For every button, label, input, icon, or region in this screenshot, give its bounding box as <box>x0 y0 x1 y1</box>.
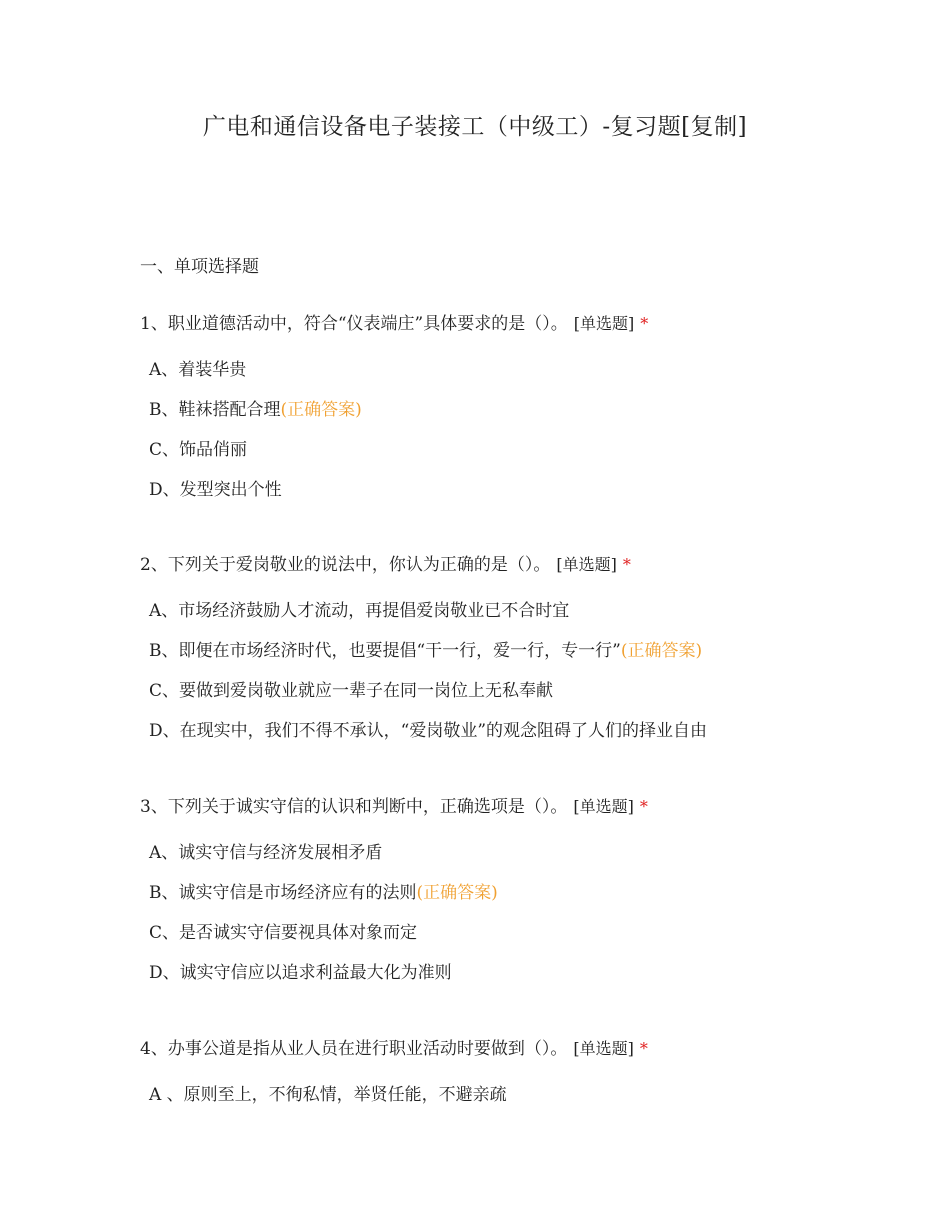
question-stem <box>140 1037 860 1061</box>
option-label: A、市场经济鼓励人才流动，再提倡爱岗敬业已不合时宜 <box>149 601 570 621</box>
option-item[interactable] <box>149 841 860 881</box>
required-marker: * <box>622 555 631 574</box>
option-label: D、诚实守信应以追求利益最大化为准则 <box>149 963 452 983</box>
option-label: D、发型突出个性 <box>149 480 282 500</box>
option-item[interactable] <box>149 639 860 679</box>
option-label: A、诚实守信与经济发展相矛盾 <box>149 843 383 863</box>
option-label: B、诚实守信是市场经济应有的法则 <box>149 883 417 903</box>
option-label: C、要做到爱岗敬业就应一辈子在同一岗位上无私奉献 <box>149 681 554 701</box>
option-label: B、即便在市场经济时代，也要提倡“干一行，爱一行，专一行” <box>149 641 621 661</box>
option-list <box>140 599 860 759</box>
option-label: D、在现实中，我们不得不承认，“爱岗敬业”的观念阻碍了人们的择业自由 <box>149 721 708 741</box>
option-item[interactable] <box>149 881 860 921</box>
required-marker: * <box>639 1039 648 1058</box>
required-marker: * <box>640 314 649 333</box>
required-marker: * <box>639 797 648 816</box>
correct-answer-tag: (正确答案) <box>280 400 362 420</box>
question-1 <box>140 312 860 518</box>
question-stem <box>140 795 860 819</box>
option-item[interactable] <box>149 719 860 759</box>
option-label: A 、原则至上，不徇私情，举贤任能，不避亲疏 <box>149 1085 507 1105</box>
question-stem <box>140 312 860 336</box>
option-label: B、鞋袜搭配合理 <box>149 400 281 420</box>
option-list <box>140 841 860 1001</box>
question-type-label: [单选题] <box>556 555 617 574</box>
question-text: 2、下列关于爱岗敬业的说法中，你认为正确的是（）。 <box>140 555 551 575</box>
option-item[interactable] <box>149 438 860 478</box>
option-label: A、着装华贵 <box>149 360 247 380</box>
option-item[interactable] <box>149 599 860 639</box>
page-title: 广电和通信设备电子装接工（中级工）-复习题[复制] <box>202 114 748 140</box>
question-3 <box>140 795 860 1001</box>
correct-answer-tag: (正确答案) <box>620 641 703 661</box>
option-item[interactable] <box>149 478 860 518</box>
option-label: C、是否诚实守信要视具体对象而定 <box>149 923 418 943</box>
option-item[interactable] <box>149 358 860 398</box>
question-4 <box>140 1037 860 1123</box>
option-item[interactable] <box>149 961 860 1001</box>
section-heading: 一、单项选择题 <box>140 257 259 277</box>
question-type-label: [单选题] <box>573 1039 634 1058</box>
question-text: 3、下列关于诚实守信的认识和判断中，正确选项是（）。 <box>140 797 568 817</box>
question-type-label: [单选题] <box>573 797 634 816</box>
option-list <box>140 358 860 518</box>
question-text: 1、职业道德活动中，符合“仪表端庄”具体要求的是（）。 <box>140 314 568 334</box>
option-item[interactable] <box>149 1083 860 1123</box>
correct-answer-tag: (正确答案) <box>416 883 498 903</box>
option-item[interactable] <box>149 921 860 961</box>
option-item[interactable] <box>149 398 860 438</box>
option-list <box>140 1083 860 1123</box>
option-item[interactable] <box>149 679 860 719</box>
question-2 <box>140 553 860 759</box>
option-label: C、饰品俏丽 <box>149 440 248 460</box>
question-stem <box>140 553 860 577</box>
question-text: 4、办事公道是指从业人员在进行职业活动时要做到（）。 <box>140 1039 568 1059</box>
question-type-label: [单选题] <box>573 314 635 333</box>
